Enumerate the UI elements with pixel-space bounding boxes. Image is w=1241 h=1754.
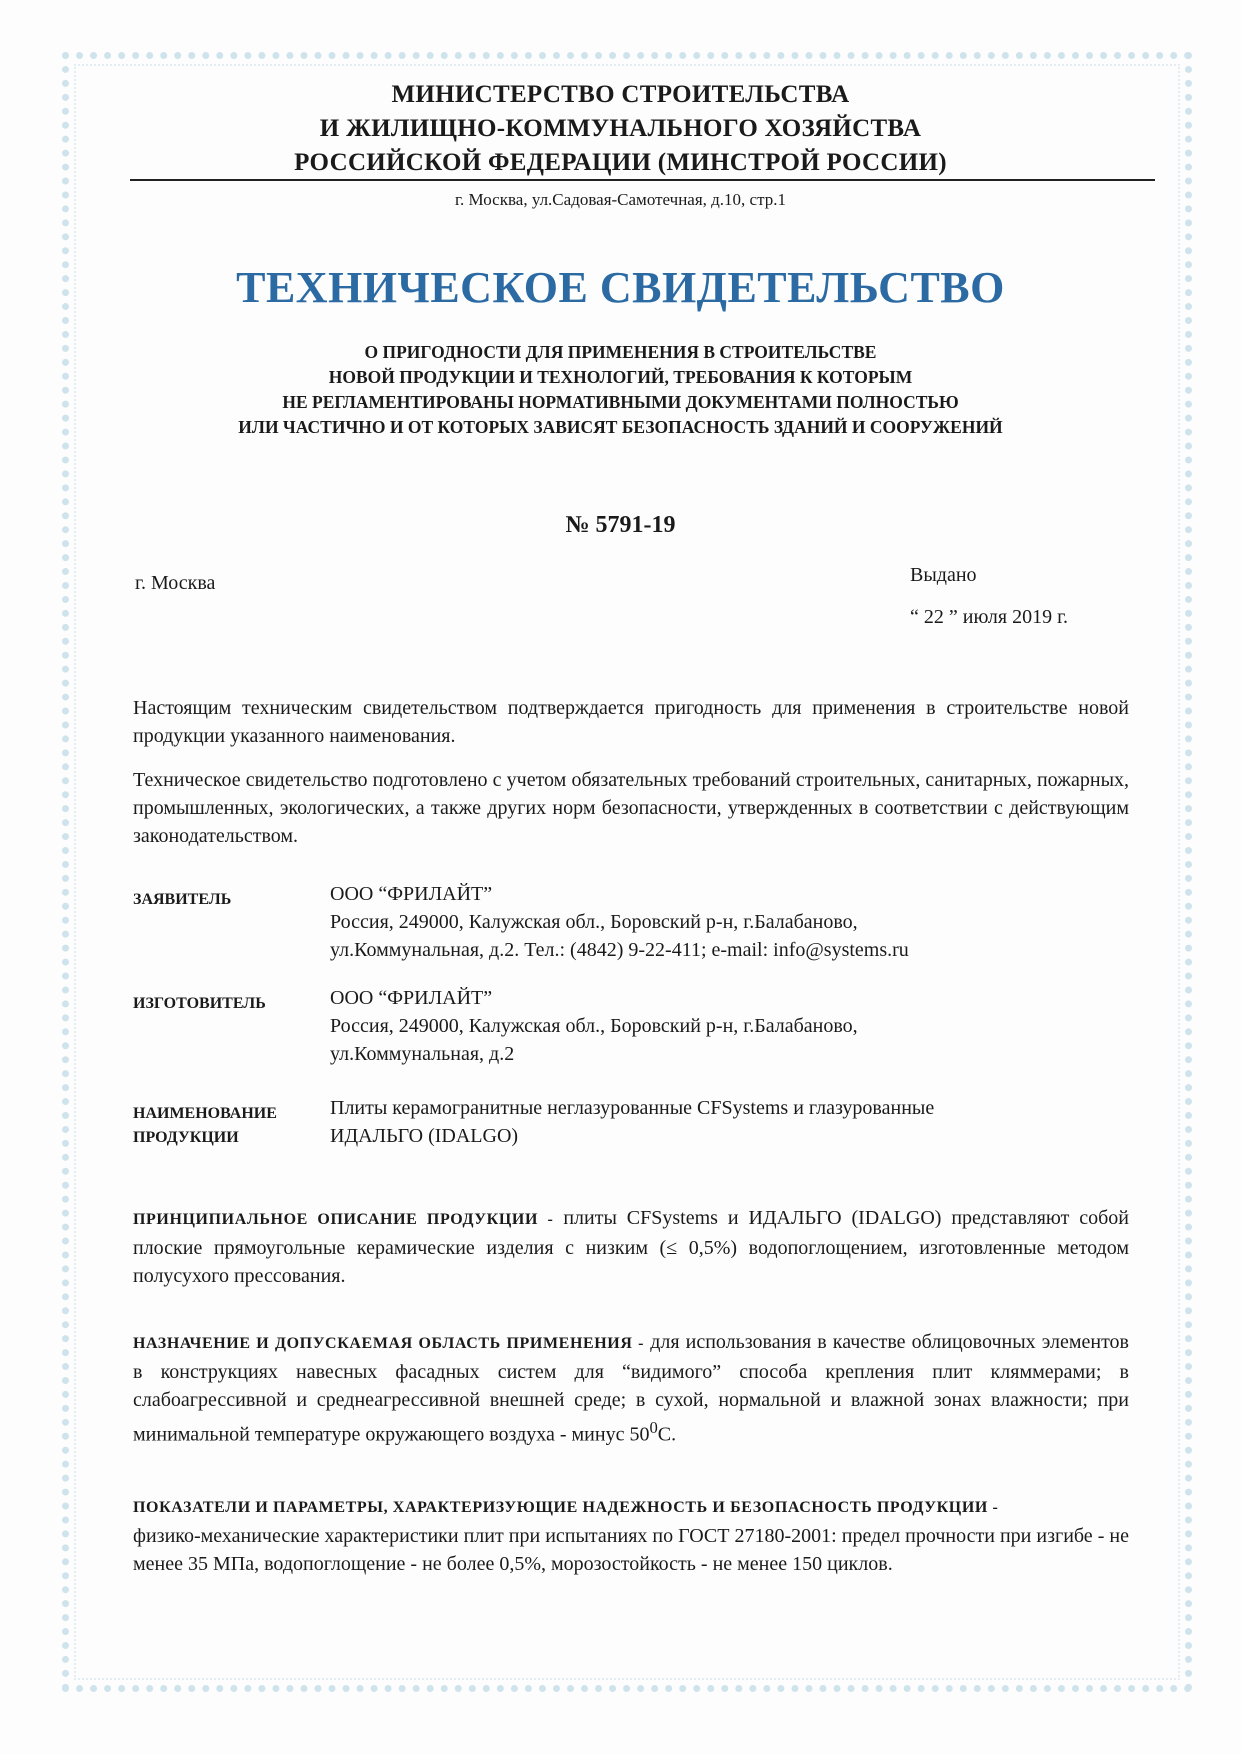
manufacturer-line: ООО “ФРИЛАЙТ” [330,987,493,1009]
applicant-line: ул.Коммунальная, д.2. Тел.: (4842) 9-22-411; e-mail: info@systems.ru [330,939,909,961]
issued-label: Выдано [910,564,977,586]
ministry-line-1: МИНИСТЕРСТВО СТРОИТЕЛЬСТВА [391,81,850,108]
certificate-number: № 5791-19 [565,512,676,538]
manufacturer-line: Россия, 249000, Калужская обл., Боровский р-н, г.Балабаново, [330,1015,858,1037]
manufacturer-value [330,984,1130,1068]
product-name-label [133,1102,308,1150]
applicant-label: ЗАЯВИТЕЛЬ [133,891,232,908]
applicant-value [330,880,1130,964]
issue-city: г. Москва [135,572,216,594]
subtitle-line: О ПРИГОДНОСТИ ДЛЯ ПРИМЕНЕНИЯ В СТРОИТЕЛЬСТВЕ [364,342,877,362]
purpose-heading: НАЗНАЧЕНИЕ И ДОПУСКАЕМАЯ ОБЛАСТЬ ПРИМЕНЕНИЯ - [133,1335,645,1352]
description-heading: ПРИНЦИПИАЛЬНОЕ ОПИСАНИЕ ПРОДУКЦИИ - [133,1211,554,1228]
indicators-text: физико-механические характеристики плит при испытаниях по ГОСТ 27180-2001: предел прочности при изгибе - не менее 35 МПа, водопоглощение - не более 0,5%, морозостойкость - не менее 150 циклов. [133,1525,1129,1575]
ministry-header [0,78,1241,180]
subtitle-line: НЕ РЕГЛАМЕНТИРОВАНЫ НОРМАТИВНЫМИ ДОКУМЕНТАМИ ПОЛНОСТЬЮ [282,392,959,412]
product-name-value [330,1094,1130,1150]
product-name-label-line: ПРОДУКЦИИ [133,1129,239,1146]
document-subtitle [0,340,1241,440]
description-text: плиты CFSystems и ИДАЛЬГО (IDALGO) представляют собой плоские прямоугольные керамические изделия с низким (≤ 0,5%) водопоглощением, изготовленные методом полусухого прессования. [133,1207,1129,1287]
ministry-line-3: РОССИЙСКОЙ ФЕДЕРАЦИИ (МИНСТРОЙ РОССИИ) [294,149,947,176]
purpose-text: для использования в качестве облицовочных элементов в конструкциях навесных фасадных систем для “видимого” способа крепления плит кляммерами; в слабоагрессивной и среднеагрессивной внешней среде; в сухой, нормальной и влажной зонах влажности; при минимальной температуре окружающего воздуха - минус 50 [133,1331,1129,1446]
applicant-line: Россия, 249000, Калужская обл., Боровский р-н, г.Балабаново, [330,911,858,933]
intro-paragraph-2: Техническое свидетельство подготовлено с учетом обязательных требований строительных, санитарных, пожарных, промышленных, экологических, а также других норм безопасности, утвержденных в соответствии с действующим законодательством. [133,769,1129,847]
product-name-label-line: НАИМЕНОВАНИЕ [133,1105,277,1122]
issued-date: “ 22 ” июля 2019 г. [910,606,1069,628]
document-title: ТЕХНИЧЕСКОЕ СВИДЕТЕЛЬСТВО [236,263,1005,312]
purpose-tail: С. [657,1423,677,1446]
manufacturer-label: ИЗГОТОВИТЕЛЬ [133,995,266,1012]
subtitle-line: ИЛИ ЧАСТИЧНО И ОТ КОТОРЫХ ЗАВИСЯТ БЕЗОПАСНОСТЬ ЗДАНИЙ И СООРУЖЕНИЙ [238,417,1003,437]
ministry-address: г. Москва, ул.Садовая-Самотечная, д.10, стр.1 [455,190,786,209]
subtitle-line: НОВОЙ ПРОДУКЦИИ И ТЕХНОЛОГИЙ, ТРЕБОВАНИЯ К КОТОРЫМ [328,367,913,387]
applicant-line: ООО “ФРИЛАЙТ” [330,883,493,905]
manufacturer-line: ул.Коммунальная, д.2 [330,1043,515,1065]
product-name-line: ИДАЛЬГО (IDALGO) [330,1125,519,1147]
indicators-section [133,1494,1129,1578]
indicators-heading: ПОКАЗАТЕЛИ И ПАРАМЕТРЫ, ХАРАКТЕРИЗУЮЩИЕ НАДЕЖНОСТЬ И БЕЗОПАСНОСТЬ ПРОДУКЦИИ - [133,1499,999,1516]
product-name-line: Плиты керамогранитные неглазурованные CFSystems и глазурованные [330,1097,935,1119]
header-divider [130,179,1155,181]
degree-sup: 0 [649,1418,658,1437]
purpose-section [133,1328,1129,1449]
description-section [133,1204,1129,1290]
intro-paragraph-1: Настоящим техническим свидетельством подтверждается пригодность для применения в строительстве новой продукции указанного наименования. [133,697,1129,747]
ministry-line-2: И ЖИЛИЩНО-КОММУНАЛЬНОГО ХОЗЯЙСТВА [319,115,922,142]
